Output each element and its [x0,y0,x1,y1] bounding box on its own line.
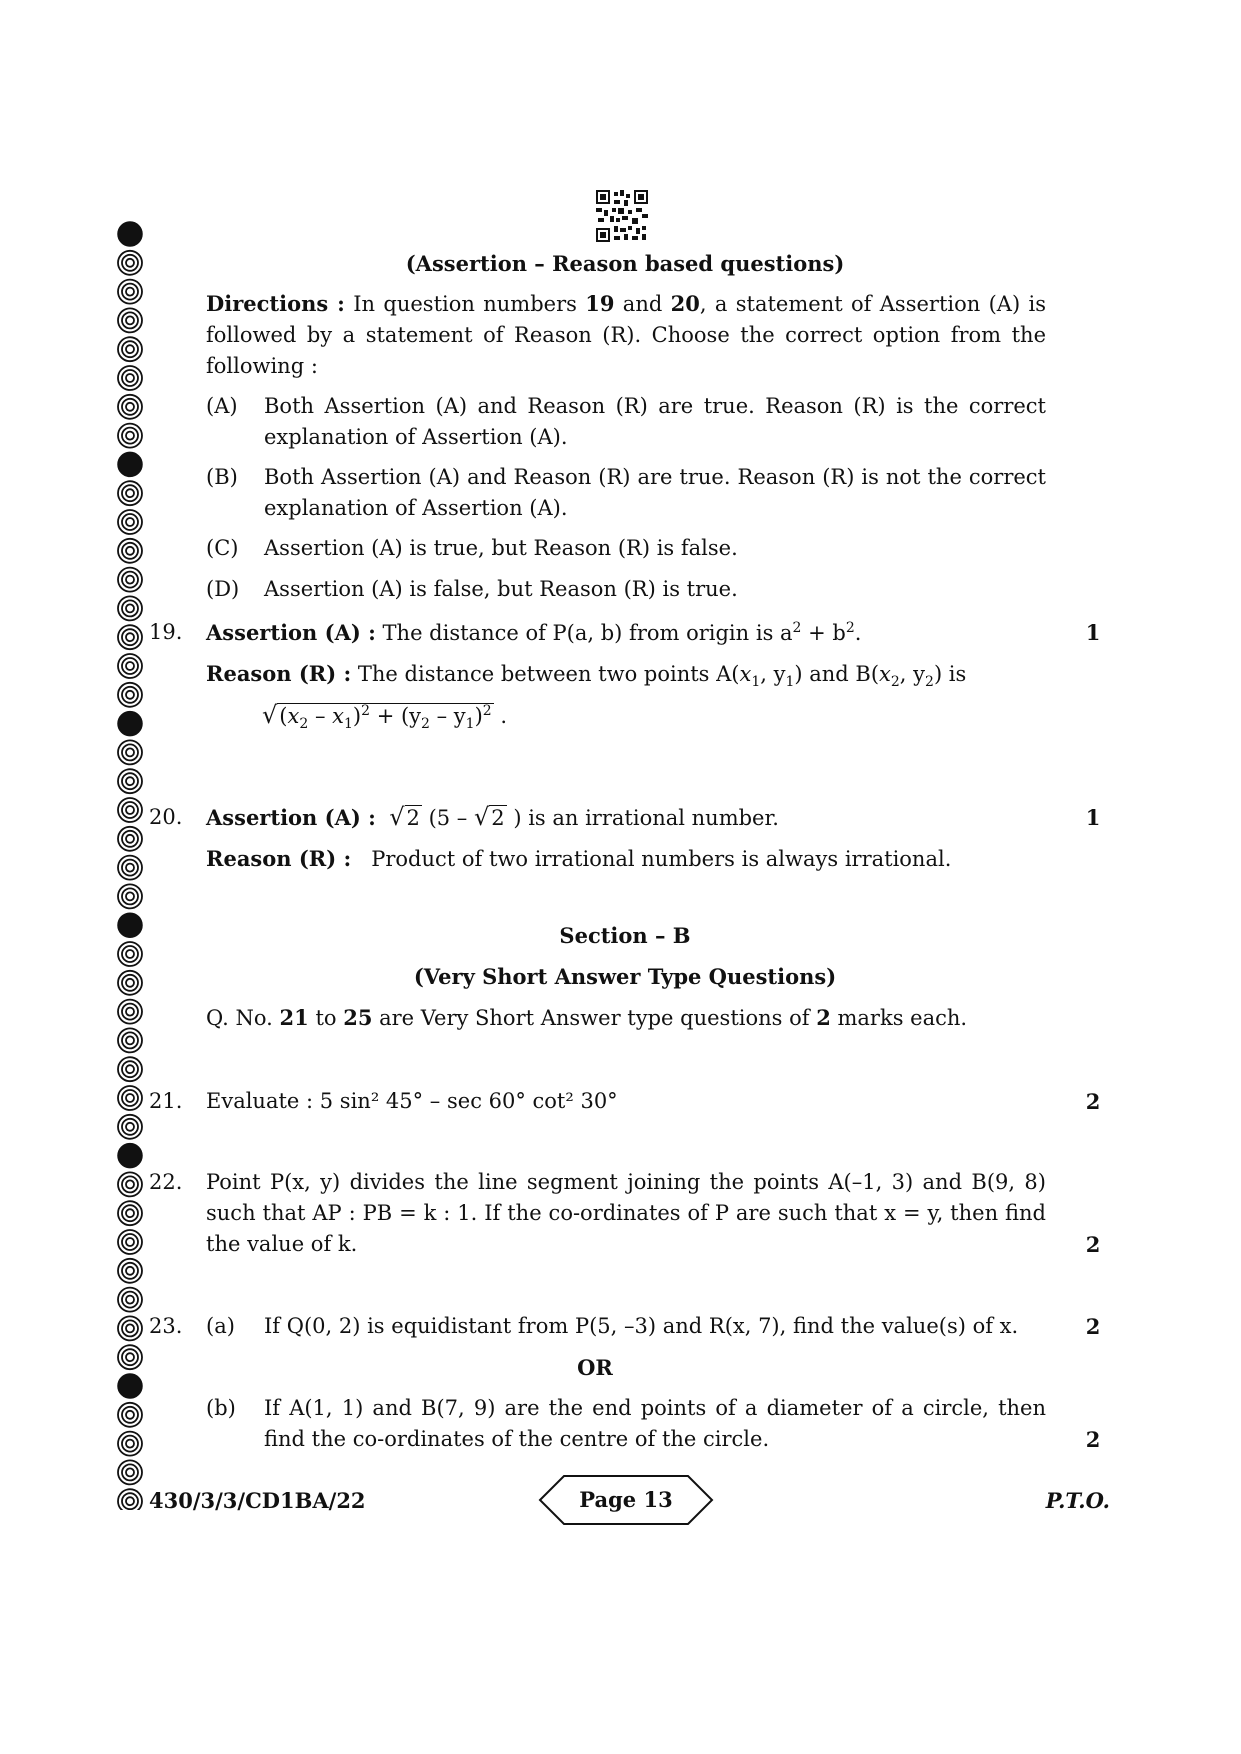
q19-reason: Reason (R) : The distance between two points $A(x_1$, $y_1$) and $B(x_2$, $y_2$) is [206,661,967,691]
q22-marks: 2 [1085,1232,1101,1257]
assertion-text: The distance of P(a, b) from origin is a [375,621,793,645]
ring-circle-icon [118,1086,142,1110]
option-label: (D) [206,577,240,601]
filled-circle-icon [118,452,142,476]
question-number: 22. [149,1170,183,1194]
ring-circle-icon [118,1057,142,1081]
distance-formula: $√(x_2 - x_1)^2 + (y_2 - y_1)^2$ . [262,701,508,733]
q23a-marks: 2 [1085,1314,1101,1339]
ring-circle-icon [118,1403,142,1427]
option-label: (a) [206,1314,235,1338]
page-number: Page 13 [579,1487,673,1512]
instr-text: to [308,1006,344,1030]
page-number-badge [538,1474,714,1526]
q20-assertion: Assertion (A) : √2 (5 – √2 ) is an irrational number. [206,803,779,831]
directions [206,288,1046,382]
option-label: (b) [206,1396,236,1420]
question-ref: 19 [585,291,615,316]
pto-label: P.T.O. [1045,1488,1110,1513]
ring-circle-icon [118,856,142,880]
ring-circle-icon [118,366,142,390]
question-number: 19. [149,620,183,644]
ring-circle-icon [118,1316,142,1340]
q21-marks: 2 [1085,1089,1101,1114]
ring-circle-icon [118,1432,142,1456]
ring-circle-icon [118,769,142,793]
ring-circle-icon [118,1259,142,1283]
ring-circle-icon [118,683,142,707]
q21-text: Evaluate : 5 sin² 45° – sec 60° cot² 30° [206,1089,618,1113]
q19-marks: 1 [1085,620,1101,645]
q20-reason [206,843,1046,875]
instr-text: marks each. [830,1006,968,1030]
ring-circle-icon [118,827,142,851]
filled-circle-icon [118,222,142,246]
ring-circle-icon [118,798,142,822]
or-divider: OR [577,1355,613,1380]
ring-circle-icon [118,942,142,966]
ring-circle-icon [118,337,142,361]
q19-assertion: Assertion (A) : The distance of P(a, b) from origin is $a^2 + b^2$. [206,620,862,645]
ring-circle-icon [118,884,142,908]
directions-text: , a statement of Assertion (A) is followed by a statement of Reason (R). Choose the correct option from the following : [206,292,1046,378]
ring-circle-icon [118,596,142,620]
paper-code: 430/3/3/CD1BA/22 [149,1488,366,1513]
option-text: Both Assertion (A) and Reason (R) are true. Reason (R) is not the correct explanation of Assertion (A). [264,465,1046,520]
ring-circle-icon [118,1288,142,1312]
q23b-marks: 2 [1085,1427,1101,1452]
option-text: Assertion (A) is false, but Reason (R) is true. [264,577,738,601]
ring-circle-icon [118,568,142,592]
filled-circle-icon [118,1374,142,1398]
directions-text: and [614,292,671,316]
directions-text: In question numbers [344,292,586,316]
ring-circle-icon [118,1028,142,1052]
option-text: Assertion (A) is true, but Reason (R) is false. [264,536,738,560]
question-ref: 20 [670,291,700,316]
instr-num: 21 [279,1005,309,1030]
instr-num: 25 [343,1005,373,1030]
ring-circle-icon [118,1115,142,1139]
ring-circle-icon [118,395,142,419]
ring-circle-icon [118,1489,142,1510]
ring-circle-icon [118,539,142,563]
ring-circle-icon [118,625,142,649]
filled-circle-icon [118,1144,142,1168]
ring-circle-icon [118,1172,142,1196]
section-heading: (Assertion – Reason based questions) [405,251,845,276]
question-number: 21. [149,1089,183,1113]
binding-circles [116,220,144,1510]
directions-label: Directions : [206,291,345,316]
option-text: Both Assertion (A) and Reason (R) are true. Reason (R) is the correct explanation of Assertion (A). [264,394,1046,449]
question-number: 20. [149,805,183,829]
ring-circle-icon [118,510,142,534]
section-b-subtitle: (Very Short Answer Type Questions) [413,964,837,989]
ring-circle-icon [118,481,142,505]
q23a-text: If Q(0, 2) is equidistant from P(5, –3) and R(x, 7), find the value(s) of x. [264,1314,1019,1338]
ring-circle-icon [118,1201,142,1225]
section-b-instructions [206,1002,1046,1034]
option-label: (A) [206,394,238,418]
option-label: (B) [206,465,238,489]
ring-circle-icon [118,1000,142,1024]
q20-marks: 1 [1085,805,1101,830]
question-number: 23. [149,1314,183,1338]
filled-circle-icon [118,913,142,937]
q23b-text: If A(1, 1) and B(7, 9) are the end points of a diameter of a circle, then find the co-ordinates of the centre of the circle. [264,1396,1046,1451]
assertion-text: is an irrational number. [521,806,779,830]
instr-text: are Very Short Answer type questions of [372,1006,817,1030]
filled-circle-icon [118,712,142,736]
ring-circle-icon [118,280,142,304]
ring-circle-icon [118,654,142,678]
section-b-title: Section – B [559,923,691,948]
ring-circle-icon [118,424,142,448]
instr-text: Q. No. [206,1006,280,1030]
reason-text: Product of two irrational numbers is always irrational. [371,847,952,871]
option-label: (C) [206,536,239,560]
ring-circle-icon [118,1345,142,1369]
assertion-label: Assertion (A) : [206,620,376,645]
ring-circle-icon [118,251,142,275]
reason-label: Reason (R) : [206,661,352,686]
ring-circle-icon [118,1230,142,1254]
ring-circle-icon [118,740,142,764]
q22-text: Point P(x, y) divides the line segment joining the points A(–1, 3) and B(9, 8) such that AP : PB = k : 1. If the co-ordinates of P are such that x = y, then find the value of k. [206,1170,1046,1256]
ring-circle-icon [118,308,142,332]
reason-label: Reason (R) : [206,846,352,871]
ring-circle-icon [118,1460,142,1484]
instr-num: 2 [816,1005,831,1030]
assertion-label: Assertion (A) : [206,805,376,830]
ring-circle-icon [118,971,142,995]
qr-code [596,190,648,242]
